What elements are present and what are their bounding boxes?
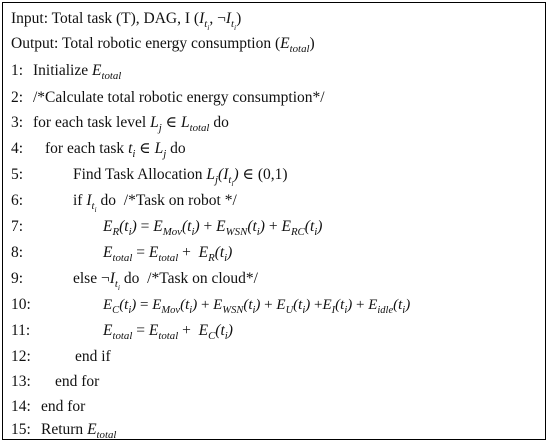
line-text: $E_R(t_i) = E_{Mov}(t_i) + E_{WSN}(t_i) + E_{RC}(t_i)$	[103, 218, 323, 239]
output-label: Output:	[11, 35, 59, 52]
output-text: Total robotic energy consumption $(E_{total})$	[61, 35, 315, 56]
line-text: $E_{total} = E_{total} + E_R(t_i)$	[103, 244, 233, 265]
line-text: /*Calculate total robotic energy consumption*/	[33, 89, 325, 106]
line-number: 7:	[11, 218, 24, 235]
line-number: 9:	[11, 270, 24, 287]
line-number: 5:	[11, 166, 24, 183]
line-number: 1:	[11, 62, 24, 79]
line-number: 12:	[11, 348, 31, 365]
line-text: Initialize $E_{total}$	[33, 62, 122, 83]
line-number: 6:	[11, 192, 24, 209]
line-number: 3:	[11, 114, 24, 131]
line-text: for each task level $L_j$ ∈ $L_{total}$ do	[33, 114, 229, 135]
line-text: end for	[55, 373, 100, 390]
input-text: Total task (T), DAG, I ($I_{t_i}$, $\neg I_{t_i}$)	[51, 10, 242, 33]
line-text: $E_C(t_i) = E_{Mov}(t_i) + E_{WSN}(t_i) + E_U(t_i) +E_I(t_i) + E_{idle}(t_i)$	[103, 297, 411, 316]
line-number: 8:	[11, 244, 24, 261]
line-text: if $I_{t_i}$ do /*Task on robot */	[73, 192, 237, 215]
input-label: Input:	[11, 10, 49, 27]
line-text: end for	[41, 398, 86, 415]
line-number: 4:	[11, 140, 24, 157]
line-number: 13:	[11, 373, 31, 390]
line-text: Find Task Allocation $L_j(I_{t_i})$ ∈ (0,1)	[73, 166, 288, 189]
output-line	[11, 34, 315, 59]
line-text: Return $E_{total}$	[41, 421, 117, 442]
line-text: $E_{total} = E_{total} + E_C(t_i)$	[103, 322, 233, 343]
algorithm-box	[2, 2, 546, 440]
line-text: for each task $t_i$ ∈ $L_j$ do	[45, 140, 186, 161]
line-number: 2:	[11, 89, 24, 106]
line-text: end if	[75, 348, 111, 365]
line-number: 14:	[11, 398, 31, 415]
line-number: 15:	[11, 421, 31, 438]
line-number: 10:	[11, 296, 31, 313]
line-number: 11:	[11, 322, 31, 339]
line-text: else $\neg I_{t_i}$ do /*Task on cloud*/	[73, 270, 258, 293]
